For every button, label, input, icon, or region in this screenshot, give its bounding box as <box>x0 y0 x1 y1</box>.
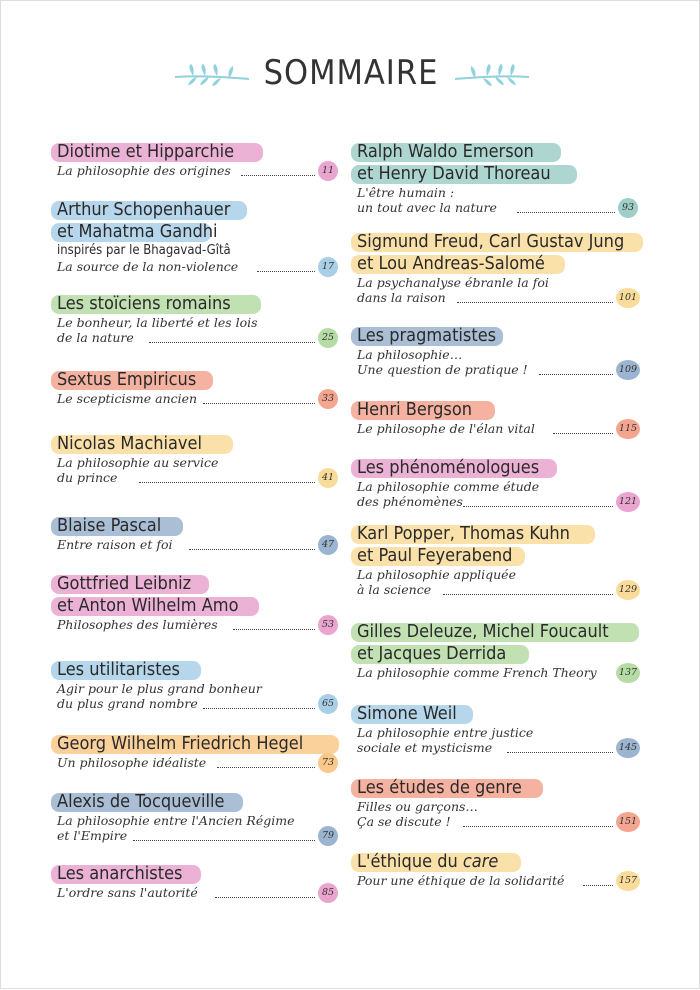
entry-title: Gottfried Leibniz <box>57 573 192 594</box>
entry-subtitle-line2: et l'Empire <box>57 828 128 843</box>
entry-subtitle-line2: dans la raison <box>357 290 446 305</box>
page-number: 129 <box>616 580 640 600</box>
toc-entry[interactable] <box>357 703 647 756</box>
entry-subtitle: Filles ou garçons… <box>357 799 478 814</box>
entry-title-emphasis: care <box>462 851 499 872</box>
entry-subtitle: La philosophie… <box>357 347 463 362</box>
toc-entry[interactable] <box>57 515 341 553</box>
page-number: 17 <box>318 257 338 277</box>
entry-title-line2: et Paul Feyerabend <box>357 545 513 566</box>
entry-subtitle: L'être humain : <box>357 185 455 200</box>
page-number: 25 <box>318 328 338 348</box>
page-number: 101 <box>616 288 640 308</box>
toc-entry[interactable] <box>57 573 341 633</box>
toc-entry[interactable] <box>357 621 647 681</box>
entry-subtitle: La philosophie entre justice <box>357 725 534 740</box>
entry-title: Alexis de Tocqueville <box>57 791 225 812</box>
entry-title: Diotime et Hipparchie <box>57 141 235 162</box>
page-number: 115 <box>616 419 640 439</box>
entry-title: Les phénoménologues <box>357 457 540 478</box>
toc-entry[interactable] <box>357 777 647 830</box>
entry-subtitle-line2: Ça se discute ! <box>357 814 451 829</box>
entry-subtitle: La philosophie comme étude <box>357 479 540 494</box>
entry-subtitle: La philosophie des origines <box>57 163 231 178</box>
entry-title: Sigmund Freud, Carl Gustav Jung <box>357 231 625 252</box>
entry-title-line2: et Henry David Thoreau <box>357 163 551 184</box>
page-number: 33 <box>318 389 338 409</box>
entry-subtitle: Le scepticisme ancien <box>57 391 198 406</box>
entry-subtitle: L'ordre sans l'autorité <box>57 885 198 900</box>
toc-entry[interactable] <box>57 863 341 901</box>
toc-entry[interactable] <box>57 659 341 712</box>
page-number: 121 <box>616 492 640 512</box>
page-number: 47 <box>318 535 338 555</box>
left-column <box>1 1 351 990</box>
entry-title: Simone Weil <box>357 703 457 724</box>
entry-title-line2: et Anton Wilhelm Amo <box>57 595 239 616</box>
toc-entry[interactable] <box>57 791 341 844</box>
entry-title: Karl Popper, Thomas Kuhn <box>357 523 570 544</box>
entry-subtitle-line2: des phénomènes <box>357 494 463 509</box>
page-number: 157 <box>616 871 640 891</box>
toc-entry[interactable] <box>57 433 341 486</box>
entry-subtitle-line2: du plus grand nombre <box>57 696 198 711</box>
toc-entry[interactable] <box>357 325 647 378</box>
entry-subtitle-line2: Une question de pratique ! <box>357 362 528 377</box>
entry-title: Arthur Schopenhauer <box>57 199 231 220</box>
entry-subtitle: Le philosophe de l'élan vital <box>357 421 535 436</box>
toc-entry[interactable] <box>57 199 341 275</box>
entry-title: L'éthique du <box>357 851 463 872</box>
entry-subtitle: Pour une éthique de la solidarité <box>357 873 565 888</box>
entry-title: Les pragmatistes <box>357 325 497 346</box>
toc-entry[interactable] <box>57 733 341 771</box>
toc-entry[interactable] <box>57 293 341 346</box>
entry-title-line3: inspirés par le Bhagavad-Gîtâ <box>57 243 231 258</box>
entry-title: Sextus Empiricus <box>57 369 197 390</box>
page-title: SOMMAIRE <box>263 53 439 93</box>
page-number: 137 <box>616 663 640 683</box>
page-number: 93 <box>618 198 638 218</box>
entry-title: Les études de genre <box>357 777 522 798</box>
entry-subtitle: La philosophie au service <box>57 455 219 470</box>
entry-title: Blaise Pascal <box>57 515 162 536</box>
entry-subtitle: La philosophie appliquée <box>357 567 516 582</box>
page-number: 145 <box>616 738 640 758</box>
entry-title: Les utilitaristes <box>57 659 180 680</box>
entry-subtitle: Entre raison et foi <box>57 537 173 552</box>
toc-entry[interactable] <box>57 369 341 407</box>
toc-entry[interactable] <box>57 141 341 179</box>
entry-subtitle: Philosophes des lumières <box>57 617 218 632</box>
entry-title-line2: et Jacques Derrida <box>357 643 507 664</box>
entry-title: Ralph Waldo Emerson <box>357 141 534 162</box>
entry-subtitle-line2: un tout avec la nature <box>357 200 497 215</box>
toc-entry[interactable] <box>357 141 641 216</box>
entry-subtitle: Un philosophe idéaliste <box>57 755 207 770</box>
page-number: 73 <box>318 753 338 773</box>
entry-title-line2: et Mahatma Gandhi <box>57 221 218 242</box>
entry-title: Georg Wilhelm Friedrich Hegel <box>57 733 304 754</box>
entry-title: Gilles Deleuze, Michel Foucault <box>357 621 609 642</box>
entry-title: Henri Bergson <box>357 399 473 420</box>
toc-entry[interactable] <box>357 851 647 889</box>
entry-subtitle: La source de la non-violence <box>57 259 239 274</box>
entry-title: Les stoïciens romains <box>57 293 231 314</box>
entry-subtitle-line2: à la science <box>357 582 432 597</box>
page-number: 65 <box>318 694 338 714</box>
entry-title: Les anarchistes <box>57 863 183 884</box>
page-number: 109 <box>616 360 640 380</box>
page-number: 151 <box>616 812 640 832</box>
entry-subtitle: Agir pour le plus grand bonheur <box>57 681 262 696</box>
toc-entry[interactable] <box>357 457 647 510</box>
entry-subtitle-line2: du prince <box>57 470 118 485</box>
entry-subtitle: La philosophie comme French Theory <box>357 665 597 680</box>
right-column <box>351 1 700 990</box>
entry-subtitle: Le bonheur, la liberté et les lois <box>57 315 258 330</box>
page-number: 53 <box>318 615 338 635</box>
entry-subtitle-line2: sociale et mysticisme <box>357 740 493 755</box>
page-number: 85 <box>318 883 338 903</box>
toc-entry[interactable] <box>357 231 647 306</box>
page-number: 11 <box>318 161 338 181</box>
entry-title: Nicolas Machiavel <box>57 433 202 454</box>
toc-entry[interactable] <box>357 399 647 437</box>
page-number: 41 <box>318 468 338 488</box>
entry-subtitle-line2: de la nature <box>57 330 134 345</box>
entry-title-line2: et Lou Andreas-Salomé <box>357 253 545 274</box>
entry-subtitle: La philosophie entre l'Ancien Régime <box>57 813 295 828</box>
page-number: 79 <box>318 826 338 846</box>
toc-entry[interactable] <box>357 523 647 598</box>
entry-subtitle: La psychanalyse ébranle la foi <box>357 275 549 290</box>
